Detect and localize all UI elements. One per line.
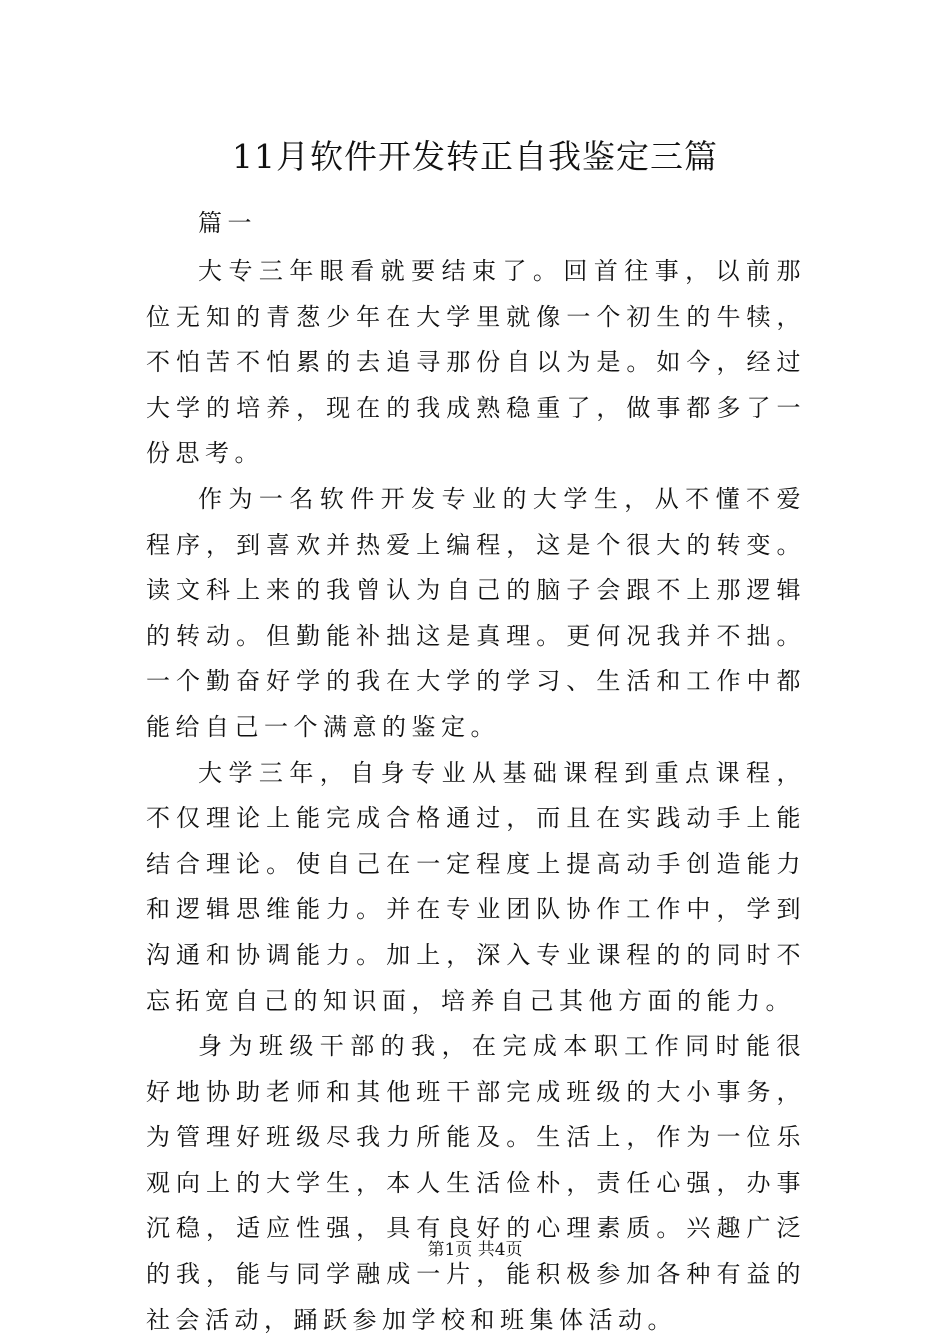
paragraph-4: 身为班级干部的我，在完成本职工作同时能很好地协助老师和其他班干部完成班级的大小事务，为管理好班级尽我力所能及。生活上，作为一位乐观向上的大学生，本人生活俭朴，责任心强，办事沉稳，适应性强，具有良好的心理素质。兴趣广泛的我，能与同学融成一片，能积极参加各种有益的社会活动，踊跃参加学校和班集体活动。 bbox=[146, 1032, 806, 1334]
section-label: 篇一 bbox=[198, 209, 257, 237]
document-title: 11月软件开发转正自我鉴定三篇 bbox=[232, 137, 718, 176]
paragraph-1: 大专三年眼看就要结束了。回首往事，以前那位无知的青葱少年在大学里就像一个初生的牛犊，不怕苦不怕累的去追寻那份自以为是。如今，经过大学的培养，现在的我成熟稳重了，做事都多了一份思考。 bbox=[146, 257, 806, 468]
paragraph-3: 大学三年，自身专业从基础课程到重点课程，不仅理论上能完成合格通过，而且在实践动手上能结合理论。使自己在一定程度上提高动手创造能力和逻辑思维能力。并在专业团队协作工作中，学到沟通和协调能力。加上，深入专业课程的的同时不忘拓宽自己的知识面，培养自己其他方面的能力。 bbox=[146, 758, 806, 1015]
document-body bbox=[146, 197, 806, 1343]
page-footer: 第1页 共4页 bbox=[427, 1240, 523, 1260]
paragraph-2: 作为一名软件开发专业的大学生，从不懂不爱程序，到喜欢并热爱上编程，这是个很大的转变。读文科上来的我曾认为自己的脑子会跟不上那逻辑的转动。但勤能补拙这是真理。更何况我并不拙。一个勤奋好学的我在大学的学习、生活和工作中都能给自己一个满意的鉴定。 bbox=[146, 484, 806, 741]
